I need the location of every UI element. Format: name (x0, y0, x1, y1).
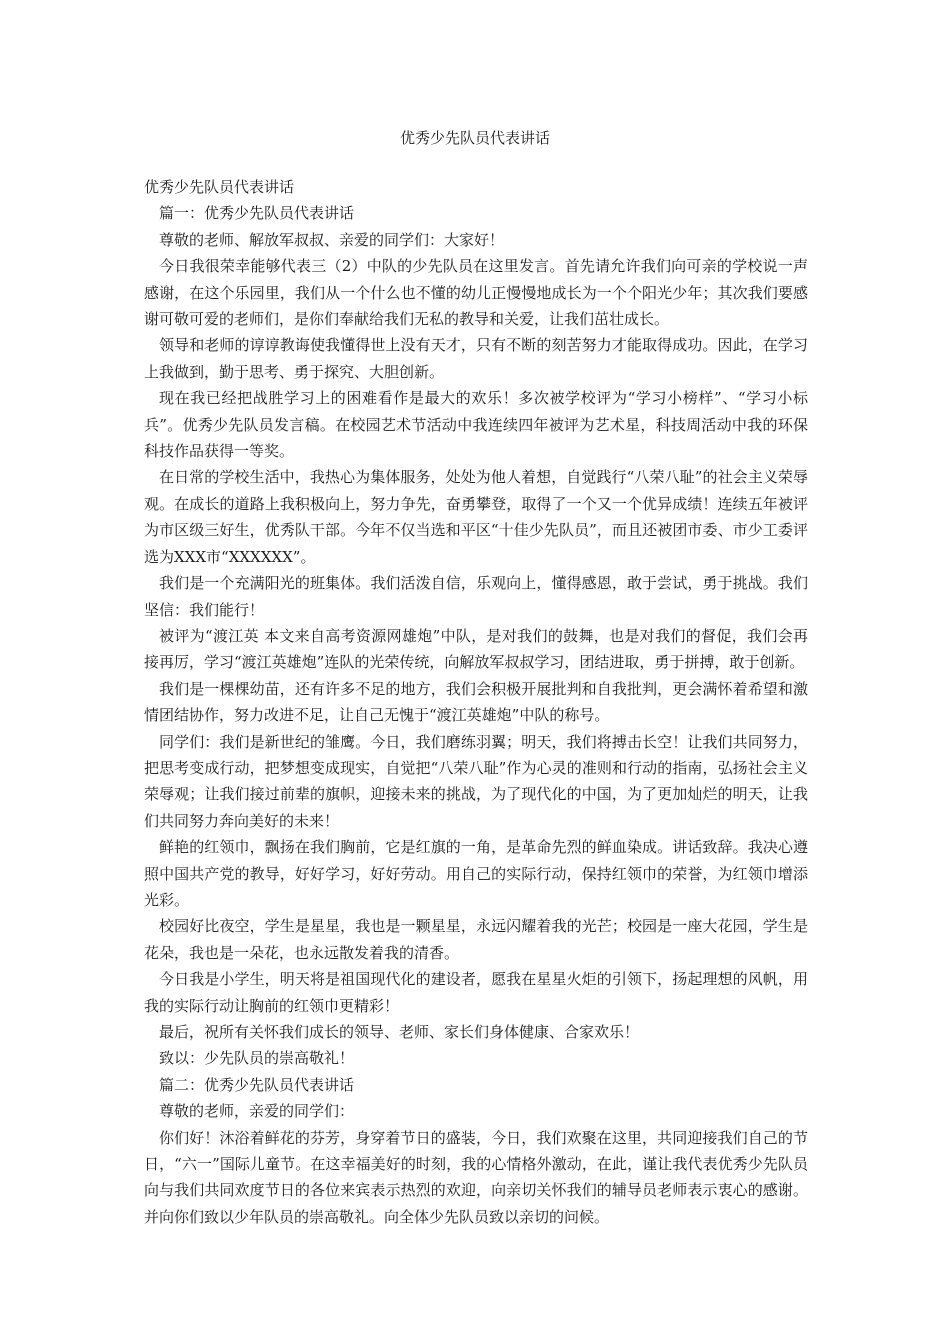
paragraph: 最后，祝所有关怀我们成长的领导、老师、家长们身体健康、合家欢乐！ (159, 1023, 640, 1041)
paragraph: 今日我是小学生，明天将是祖国现代化的建设者，愿我在星星火炬的引领下，扬起理想的风帆，用我的实际行动让胸前的红领巾更精彩！ (144, 970, 808, 1015)
document-body (144, 174, 808, 1230)
paragraph: 我们是一棵棵幼苗，还有许多不足的地方，我们会积极开展批判和自我批判，更会满怀着希望和激情团结协作，努力改进不足，让自己无愧于“渡江英雄炮”中队的称号。 (144, 679, 808, 725)
paragraph: 校园好比夜空，学生是星星，我也是一颗星星，永远闪耀着我的光芒；校园是一座大花园，学生是花朵，我也是一朵花，也永远散发着我的清香。 (144, 917, 808, 962)
paragraph: 在日常的学校生活中，我热心为集体服务，处处为他人着想，自觉践行“八荣八耻”的社会主义荣辱观。在成长的道路上我积极向上，努力争先，奋勇攀登，取得了一个又一个优异成绩！连续五年被评为市区级三好生，优秀队干部。今年不仅当选和平区“十佳少先队员”，而且还被团市委、市少工委评选为XXX市“XXXXXX”。 (144, 468, 808, 566)
paragraph: 领导和老师的谆谆教诲使我懂得世上没有天才，只有不断的刻苦努力才能取得成功。因此，在学习上我做到，勤于思考、勇于探究、大胆创新。 (144, 336, 808, 381)
paragraph: 现在我已经把战胜学习上的困难看作是最大的欢乐！多次被学校评为“学习小榜样”、“学习小标兵”。优秀少先队员发言稿。在校园艺术节活动中我连续四年被评为艺术星，科技周活动中我的环保科技作品获得一等奖。 (144, 389, 808, 461)
paragraph: 鲜艳的红领巾，飘扬在我们胸前，它是红旗的一角，是革命先烈的鲜血染成。讲话致辞。我决心遵照中国共产党的教导，好好学习，好好劳动。用自己的实际行动，保持红领巾的荣誉，为红领巾增添光彩。 (144, 838, 808, 909)
paragraph: 同学们：我们是新世纪的雏鹰。今日，我们磨练羽翼；明天，我们将搏击长空！让我们共同努力，把思考变成行动，把梦想变成现实，自觉把“八荣八耻”作为心灵的准则和行动的指南，弘扬社会主义荣辱观；让我们接过前辈的旗帜，迎接未来的挑战，为了现代化的中国，为了更加灿烂的明天，让我们共同努力奔向美好的未来！ (144, 732, 808, 830)
paragraph: 篇二：优秀少先队员代表讲话 (159, 1075, 355, 1094)
paragraph: 你们好！沐浴着鲜花的芬芳，身穿着节日的盛装，今日，我们欢聚在这里，共同迎接我们自己的节日，“六一”国际儿童节。在这幸福美好的时刻，我的心情格外激动，在此，谨让我代表优秀少先队员向与我们共同欢度节日的各位来宾表示热烈的欢迎，向亲切关怀我们的辅导员老师表示衷心的感谢。并向你们致以少年队员的崇高敬礼。向全体少先队员致以亲切的问候。 (144, 1128, 808, 1226)
paragraph: 被评为“渡江英 本文来自高考资源网雄炮”中队，是对我们的鼓舞，也是对我们的督促，我们会再接再厉，学习“渡江英雄炮”连队的光荣传统，向解放军叔叔学习，团结进取，勇于拼搏，敢于创新。 (144, 626, 808, 672)
paragraph: 尊敬的老师、解放军叔叔、亲爱的同学们：大家好！ (159, 230, 505, 249)
paragraph: 篇一：优秀少先队员代表讲话 (159, 204, 355, 223)
paragraph: 尊敬的老师，亲爱的同学们： (159, 1102, 355, 1121)
paragraph: 优秀少先队员代表讲话 (144, 178, 295, 196)
paragraph: 今日我很荣幸能够代表三（2）中队的少先队员在这里发言。首先请允许我们向可亲的学校说一声感谢，在这个乐园里，我们从一个什么也不懂的幼儿正慢慢地成长为一个个阳光少年；其次我们要感谢可敬可爱的老师们，是你们奉献给我们无私的教导和关爱，让我们茁壮成长。 (144, 257, 808, 329)
paragraph: 我们是一个充满阳光的班集体。我们活泼自信，乐观向上，懂得感恩，敢于尝试，勇于挑战。我们坚信：我们能行！ (144, 574, 808, 619)
paragraph: 致以：少先队员的崇高敬礼！ (159, 1049, 355, 1068)
document-title: 优秀少先队员代表讲话 (399, 129, 550, 147)
